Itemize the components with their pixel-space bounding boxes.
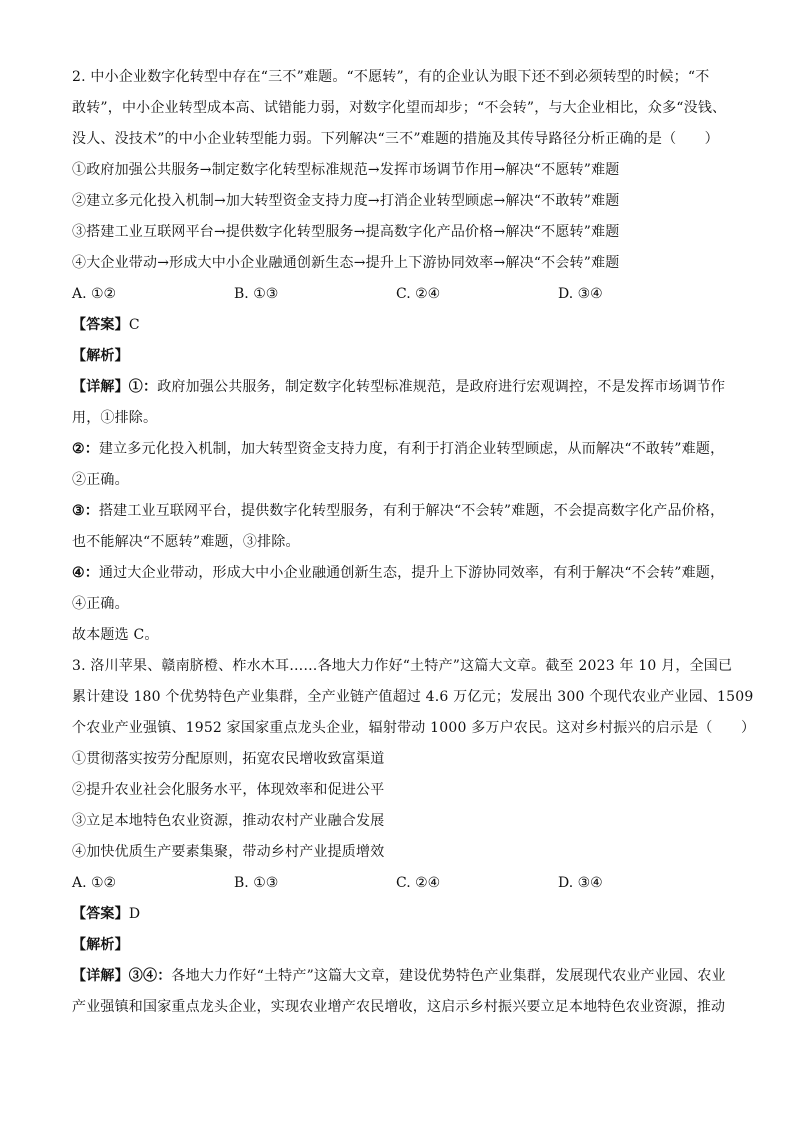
question-2-item: ①政府加强公共服务→制定数字化转型标准规范→发挥市场调节作用→解决“不愿转”难题 xyxy=(72,162,620,178)
analysis-label: 【解析】 xyxy=(72,937,129,953)
question-3-item: ③立足本地特色农业资源，推动农村产业融合发展 xyxy=(72,813,385,829)
detail-text: ④正确。 xyxy=(72,596,129,612)
question-2-stem-line: 没人、没技术”的中小企业转型能力弱。下列解决“三不”难题的措施及其传导路径分析正确的是（ ） xyxy=(72,131,719,147)
detail-text: 用，①排除。 xyxy=(72,410,158,426)
option-c: C. ②④ xyxy=(396,875,441,891)
detail-line xyxy=(72,496,732,527)
option-d: D. ③④ xyxy=(558,286,603,302)
question-3-item: ①贯彻落实按劳分配原则，拓宽农民增收致富渠道 xyxy=(72,751,385,767)
question-2-item: ②建立多元化投入机制→加大转型资金支持力度→打消企业转型顾虑→解决“不敢转”难题 xyxy=(72,193,620,209)
detail-line xyxy=(72,558,732,589)
detail-prefix: ③： xyxy=(72,503,99,519)
answer-value: C xyxy=(128,317,140,333)
option-a: A. ①② xyxy=(72,286,117,302)
question-3-options xyxy=(72,868,732,899)
question-3-stem-line: 个农业产业强镇、1952 家国家重点龙头企业，辐射带动 1000 多万户农民。这对乡村振兴的启示是（ ） xyxy=(72,720,756,736)
question-2-item: ④大企业带动→形成大中小企业融通创新生态→提升上下游协同效率→解决“不会转”难题 xyxy=(72,255,620,271)
detail-text: 各地大力作好“土特产”这篇大文章，建设优势特色产业集群，发展现代农业产业园、农业 xyxy=(171,968,726,984)
detail-prefix: 【详解】③④： xyxy=(72,968,172,984)
conclusion: 故本题选 C。 xyxy=(72,627,159,643)
detail-text: ②正确。 xyxy=(72,472,129,488)
detail-prefix: ④： xyxy=(72,565,99,581)
option-b: B. ①③ xyxy=(234,875,279,891)
document-page xyxy=(72,62,756,1023)
question-2-stem-line: 敢转”，中小企业转型成本高、试错能力弱，对数字化望而却步；“不会转”，与大企业相比，众多“没钱、 xyxy=(72,100,727,116)
option-d: D. ③④ xyxy=(558,875,603,891)
option-b: B. ①③ xyxy=(234,286,279,302)
question-3-answer xyxy=(72,899,732,930)
answer-label: 【答案】 xyxy=(72,317,129,333)
answer-value: D xyxy=(128,906,141,922)
detail-text: 搭建工业互联网平台，提供数字化转型服务，有利于解决“不会转”难题，不会提高数字化产品价格， xyxy=(98,503,725,519)
detail-line xyxy=(72,992,732,1023)
detail-text: 建立多元化投入机制，加大转型资金支持力度，有利于打消企业转型顾虑，从而解决“不敢转”难题， xyxy=(98,441,725,457)
detail-line xyxy=(72,961,732,992)
detail-line xyxy=(72,465,732,496)
option-a: A. ①② xyxy=(72,875,117,891)
detail-text: 产业强镇和国家重点龙头企业，实现农业增产农民增收，这启示乡村振兴要立足本地特色农业资源，推动 xyxy=(72,999,726,1015)
answer-label: 【答案】 xyxy=(72,906,129,922)
question-3-stem-line: 3. 洛川苹果、赣南脐橙、柞水木耳……各地大力作好“土特产”这篇大文章。截至 2023 年 10 月，全国已 xyxy=(72,658,733,674)
detail-prefix: 【详解】①： xyxy=(72,379,158,395)
question-3-item: ②提升农业社会化服务水平，体现效率和促进公平 xyxy=(72,782,385,798)
detail-text: 政府加强公共服务，制定数字化转型标准规范，是政府进行宏观调控，不是发挥市场调节作 xyxy=(157,379,726,395)
question-2-stem-line: 2. 中小企业数字化转型中存在“三不”难题。“不愿转”，有的企业认为眼下还不到必须转型的时候；“不 xyxy=(72,69,710,85)
question-2-item: ③搭建工业互联网平台→提供数字化转型服务→提高数字化产品价格→解决“不愿转”难题 xyxy=(72,224,620,240)
analysis-label: 【解析】 xyxy=(72,348,129,364)
question-2-options xyxy=(72,279,732,310)
question-2-answer xyxy=(72,310,732,341)
question-3-stem-line: 累计建设 180 个优势特色产业集群，全产业链产值超过 4.6 万亿元；发展出 300 个现代农业产业园、1509 xyxy=(72,689,754,705)
detail-text: 通过大企业带动，形成大中小企业融通创新生态，提升上下游协同效率，有利于解决“不会转”难题， xyxy=(98,565,725,581)
detail-line xyxy=(72,434,732,465)
option-c: C. ②④ xyxy=(396,286,441,302)
question-3-item: ④加快优质生产要素集聚，带动乡村产业提质增效 xyxy=(72,844,385,860)
detail-line xyxy=(72,372,732,403)
question-3 xyxy=(72,651,756,1023)
detail-prefix: ②： xyxy=(72,441,99,457)
detail-text: 也不能解决“不愿转”难题，③排除。 xyxy=(72,534,300,550)
detail-line xyxy=(72,589,732,620)
detail-line xyxy=(72,527,732,558)
question-2 xyxy=(72,62,732,651)
detail-line xyxy=(72,403,732,434)
